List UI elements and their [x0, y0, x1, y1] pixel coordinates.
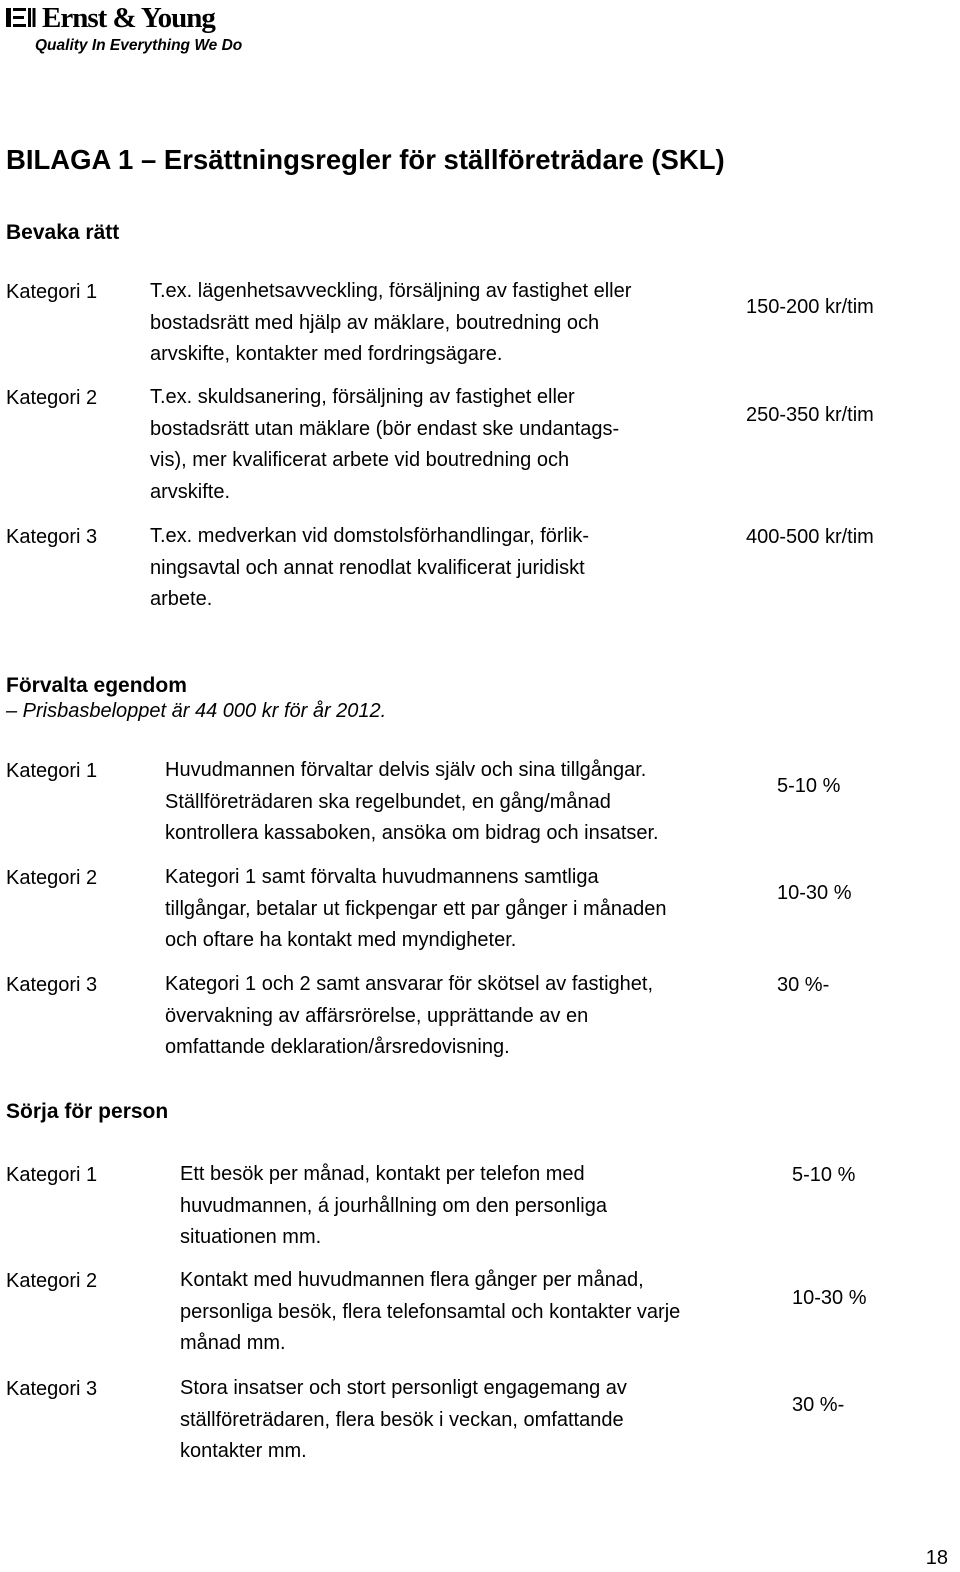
- s3-rate-2: 10-30 %: [792, 1287, 867, 1309]
- s2-rate-2: 10-30 %: [777, 882, 852, 904]
- s1-description-2: T.ex. skuldsanering, försäljning av fastighet eller bostadsrätt utan mäklare (bör endast ske undantags- vis), mer kvalificerat arbete vid boutredning och arvskifte.: [150, 386, 620, 503]
- ey-logo-icon: [6, 6, 36, 30]
- s3-category-1: Kategori 1: [6, 1164, 98, 1186]
- s1-rate-2: 250-350 kr/tim: [746, 404, 874, 426]
- s3-rate-1: 5-10 %: [792, 1164, 856, 1186]
- s1-description-1: T.ex. lägenhetsavveckling, försäljning av fastighet eller bostadsrätt med hjälp av mäklare, boutredning och arvskifte, kontakter med fordringsägare.: [150, 280, 632, 365]
- section-heading-bevaka-ratt: Bevaka rätt: [6, 221, 120, 244]
- s2-description-2: Kategori 1 samt förvalta huvudmannens samtliga tillgångar, betalar ut fickpengar ett par gånger i månaden och oftare ha kontakt med myndigheter.: [165, 866, 667, 951]
- s3-description-1: Ett besök per månad, kontakt per telefon med huvudmannen, á jourhållning om den personliga situationen mm.: [180, 1163, 607, 1248]
- s1-rate-1: 150-200 kr/tim: [746, 296, 874, 318]
- s3-description-2: Kontakt med huvudmannen flera gånger per månad, personliga besök, flera telefonsamtal och kontakter varje månad mm.: [180, 1269, 681, 1354]
- s1-description-3: T.ex. medverkan vid domstolsförhandlingar, förlik- ningsavtal och annat renodlat kvalificerat juridiskt arbete.: [150, 525, 590, 610]
- s3-rate-3: 30 %-: [792, 1394, 845, 1416]
- s2-rate-3: 30 %-: [777, 974, 830, 996]
- s2-category-3: Kategori 3: [6, 974, 98, 996]
- s1-category-2: Kategori 2: [6, 387, 98, 409]
- s3-description-3: Stora insatser och stort personligt engagemang av ställföreträdaren, flera besök i veckan, omfattande kontakter mm.: [180, 1377, 627, 1462]
- page-title: BILAGA 1 – Ersättningsregler för ställföreträdare (SKL): [6, 144, 725, 175]
- section-heading-sorja-for-person: Sörja för person: [6, 1100, 169, 1123]
- s1-rate-3: 400-500 kr/tim: [746, 526, 874, 548]
- logo-name: Ernst & Young: [42, 2, 215, 34]
- s2-rate-1: 5-10 %: [777, 775, 841, 797]
- section-subheading-prisbasbelopp: – Prisbasbeloppet är 44 000 kr för år 2012.: [6, 700, 387, 722]
- s2-category-1: Kategori 1: [6, 760, 98, 782]
- company-logo: [6, 2, 266, 58]
- s2-category-2: Kategori 2: [6, 867, 98, 889]
- s1-category-1: Kategori 1: [6, 281, 98, 303]
- logo-tagline: Quality In Everything We Do: [35, 37, 243, 54]
- section-heading-forvalta-egendom: Förvalta egendom: [6, 674, 187, 697]
- s3-category-3: Kategori 3: [6, 1378, 98, 1400]
- s2-description-1: Huvudmannen förvaltar delvis själv och sina tillgångar. Ställföreträdaren ska regelbundet, en gång/månad kontrollera kassaboken, ansöka om bidrag och insatser.: [165, 759, 659, 844]
- s2-description-3: Kategori 1 och 2 samt ansvarar för skötsel av fastighet, övervakning av affärsrörelse, upprättande av en omfattande deklaration/årsredovisning.: [165, 973, 654, 1058]
- s3-category-2: Kategori 2: [6, 1270, 98, 1292]
- s1-category-3: Kategori 3: [6, 526, 98, 548]
- page-number: 18: [925, 1547, 948, 1569]
